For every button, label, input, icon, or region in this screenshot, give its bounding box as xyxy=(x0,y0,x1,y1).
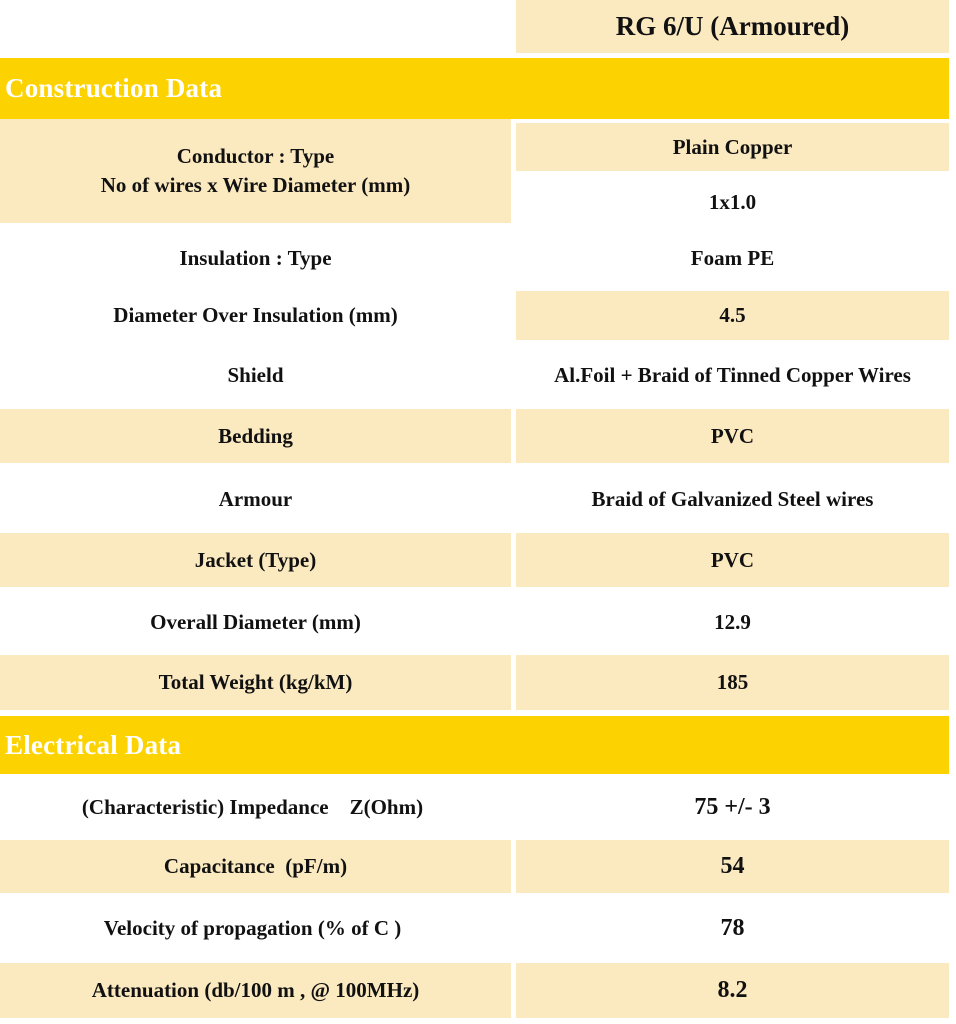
value-insulation-text: Foam PE xyxy=(690,245,775,270)
label-total-weight xyxy=(0,655,511,710)
value-shield-text: Al.Foil + Braid of Tinned Copper Wires xyxy=(554,362,911,387)
value-total-weight xyxy=(516,655,949,710)
value-bedding-text: PVC xyxy=(710,423,755,448)
value-bedding xyxy=(516,409,949,463)
value-conductor-wires xyxy=(516,178,949,226)
value-impedance-text: 75 +/- 3 xyxy=(694,793,771,820)
product-title: RG 6/U (Armoured) xyxy=(615,11,850,41)
value-insulation xyxy=(516,232,949,284)
label-shield-text: Shield xyxy=(227,362,284,387)
value-conductor-type-text: Plain Copper xyxy=(672,134,793,159)
value-jacket-text: PVC xyxy=(710,547,755,572)
label-conductor xyxy=(0,119,511,223)
label-insulation-text: Insulation : Type xyxy=(179,245,332,270)
section-construction xyxy=(0,58,949,119)
value-capacitance-text: 54 xyxy=(720,853,745,879)
value-overall-diameter-text: 12.9 xyxy=(714,609,751,634)
value-diameter-insulation-text: 4.5 xyxy=(719,303,746,327)
section-electrical-title: Electrical Data xyxy=(5,729,182,760)
label-jacket-text: Jacket (Type) xyxy=(194,547,317,572)
label-total-weight-text: Total Weight (kg/kM) xyxy=(158,670,353,694)
value-velocity-text: 78 xyxy=(720,915,745,941)
label-overall-diameter-text: Overall Diameter (mm) xyxy=(150,609,361,634)
label-armour xyxy=(0,471,511,527)
label-conductor-wires: No of wires x Wire Diameter (mm) xyxy=(100,173,411,197)
label-conductor-type: Conductor : Type xyxy=(176,144,335,168)
value-armour xyxy=(516,471,949,527)
value-jacket xyxy=(516,533,949,587)
label-diameter-insulation xyxy=(0,291,511,340)
label-jacket xyxy=(0,533,511,587)
label-overall-diameter xyxy=(0,594,511,650)
value-attenuation xyxy=(516,963,949,1018)
label-insulation xyxy=(0,232,511,284)
label-impedance xyxy=(0,780,505,834)
value-shield xyxy=(516,349,949,401)
value-conductor-type xyxy=(516,123,949,171)
label-velocity-text: Velocity of propagation (% of C ) xyxy=(103,916,402,940)
label-capacitance xyxy=(0,840,511,893)
label-attenuation-text: Attenuation (db/100 m , @ 100MHz) xyxy=(91,978,420,1002)
label-armour-text: Armour xyxy=(218,486,293,511)
label-diameter-insulation-text: Diameter Over Insulation (mm) xyxy=(113,303,398,327)
label-capacitance-text: Capacitance (pF/m) xyxy=(163,854,348,878)
value-conductor-wires-text: 1x1.0 xyxy=(708,189,757,214)
label-velocity xyxy=(0,901,505,956)
section-electrical xyxy=(0,716,949,774)
product-header xyxy=(516,0,949,53)
value-total-weight-text: 185 xyxy=(716,670,749,694)
value-velocity xyxy=(516,901,949,956)
label-attenuation xyxy=(0,963,511,1018)
label-bedding-text: Bedding xyxy=(218,423,293,448)
section-construction-title: Construction Data xyxy=(5,73,223,103)
value-impedance xyxy=(516,780,949,834)
value-armour-text: Braid of Galvanized Steel wires xyxy=(591,486,874,511)
value-overall-diameter xyxy=(516,594,949,650)
value-attenuation-text: 8.2 xyxy=(717,977,748,1003)
value-diameter-insulation xyxy=(516,291,949,340)
label-impedance-text: (Characteristic) Impedance Z(Ohm) xyxy=(81,794,424,819)
label-shield xyxy=(0,349,511,401)
label-bedding xyxy=(0,409,511,463)
value-capacitance xyxy=(516,840,949,893)
